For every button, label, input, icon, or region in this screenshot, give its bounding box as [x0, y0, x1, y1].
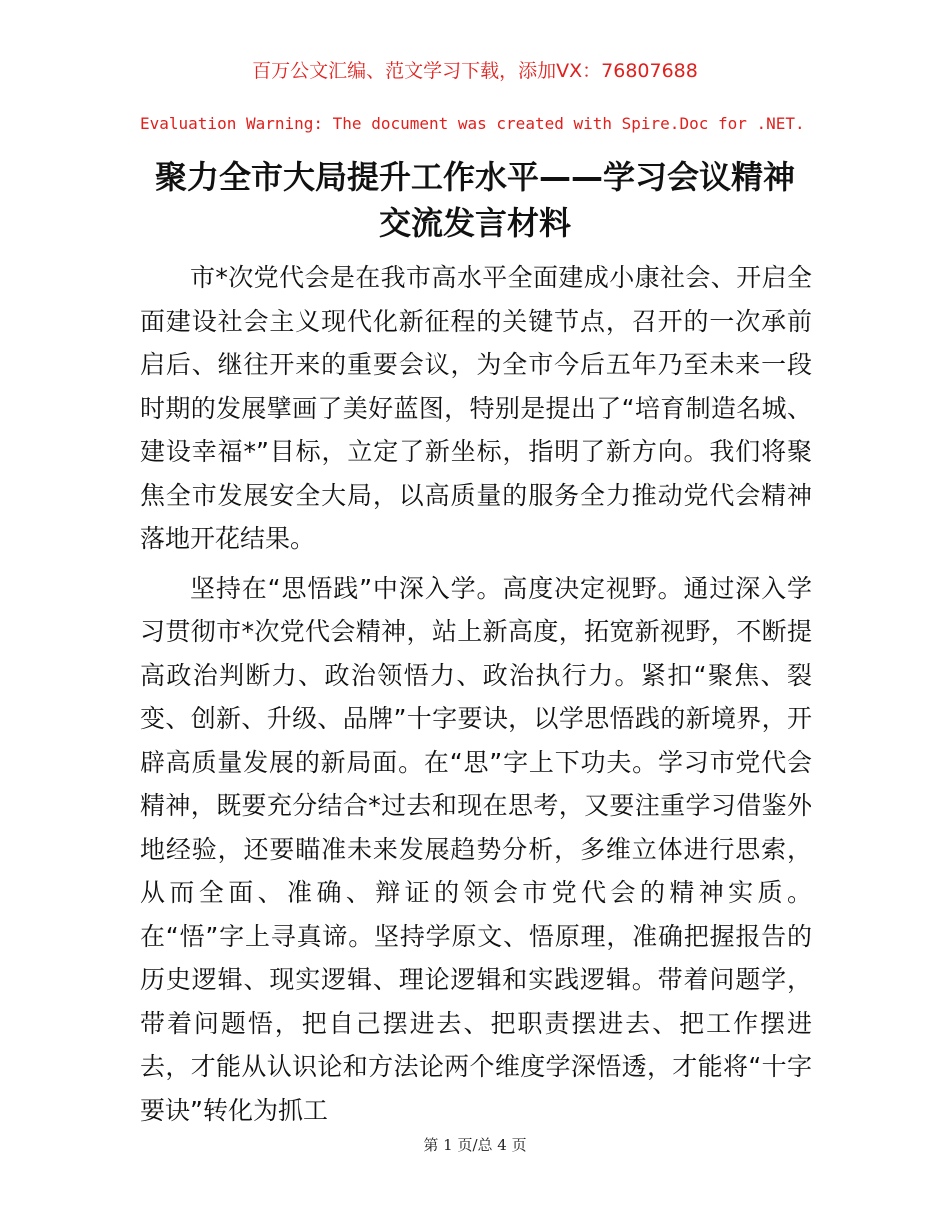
title-line-1: 聚力全市大局提升工作水平——学习会议精神 [154, 158, 795, 196]
paragraph-2: 坚持在“思悟践”中深入学。高度决定视野。通过深入学习贯彻市*次党代会精神，站上新高度，拓宽新视野，不断提高政治判断力、政治领悟力、政治执行力。紧扣“聚焦、裂变、创新、升级、品牌”十字要诀，以学思悟践的新境界，开辟高质量发展的新局面。在“思”字上下功夫。学习市党代会精神，既要充分结合*过去和现在思考，又要注重学习借鉴外地经验，还要瞄准未来发展趋势分析，多维立体进行思索，从而全面、准确、辩证的领会市党代会的精神实质。在“悟”字上寻真谛。坚持学原文、悟原理，准确把握报告的历史逻辑、现实逻辑、理论逻辑和实践逻辑。带着问题学，带着问题悟，把自己摆进去、把职责摆进去、把工作摆进去，才能从认识论和方法论两个维度学深悟透，才能将“十字要诀”转化为抓工 [140, 573, 812, 1125]
document-body [140, 256, 812, 1138]
title-line-2: 交流发言材料 [378, 204, 571, 242]
paragraph-1: 市*次党代会是在我市高水平全面建成小康社会、开启全面建设社会主义现代化新征程的关键节点，召开的一次承前启后、继往开来的重要会议，为全市今后五年乃至未来一段时期的发展擘画了美好蓝图，特别是提出了“培育制造名城、建设幸福*”目标，立定了新坐标，指明了新方向。我们将聚焦全市发展安全大局，以高质量的服务全力推动党代会精神落地开花结果。 [140, 263, 812, 553]
page-indicator: 第 1 页/总 4 页 [423, 1136, 527, 1154]
document-title [100, 154, 850, 246]
header-banner: 百万公文汇编、范文学习下载，添加VX：76807688 [252, 60, 698, 82]
evaluation-warning: Evaluation Warning: The document was created with Spire.Doc for .NET. [140, 114, 805, 133]
